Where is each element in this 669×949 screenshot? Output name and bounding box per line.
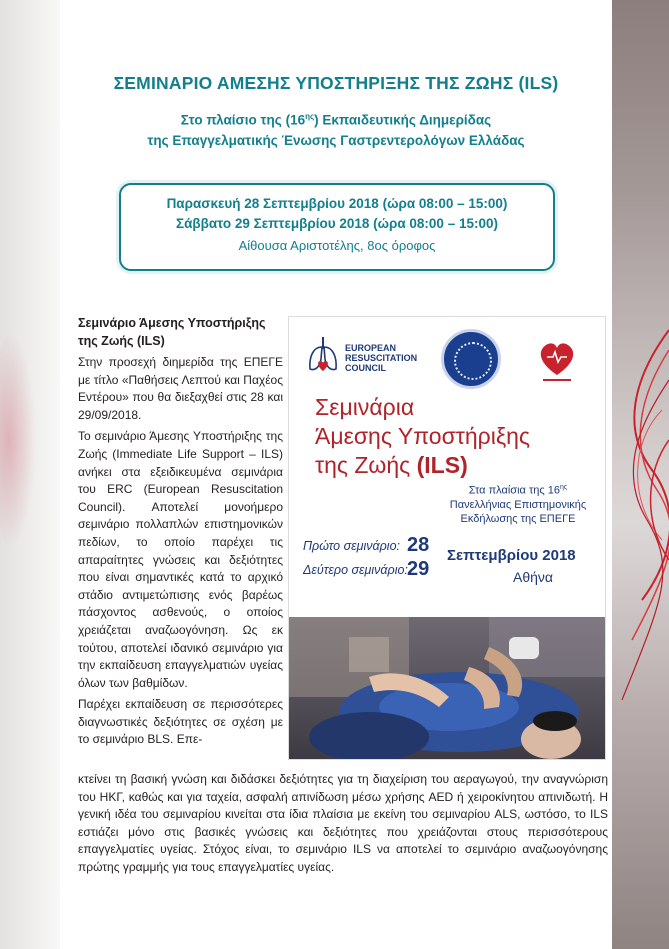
seminar-city: Αθήνα bbox=[513, 569, 554, 585]
schedule-day-2: Σάββατο 29 Σεπτεμβρίου 2018 (ώρα 08:00 – 15:00) bbox=[176, 216, 498, 231]
first-seminar-label: Πρώτο σεμινάριο: bbox=[303, 539, 400, 553]
second-seminar-day: 29 bbox=[407, 558, 430, 580]
schedule-box bbox=[119, 183, 555, 271]
seminar-poster bbox=[288, 316, 606, 760]
red-ribbon-decoration bbox=[612, 0, 669, 949]
seal-inner-ring bbox=[454, 342, 492, 380]
first-seminar-day: 28 bbox=[407, 534, 430, 556]
schedule-day-1: Παρασκευή 28 Σεπτεμβρίου 2018 (ώρα 08:00 – 15:00) bbox=[166, 196, 508, 211]
right-decorative-panel bbox=[612, 0, 669, 949]
seminar-month: Σεπτεμβρίου 2018 bbox=[447, 547, 576, 564]
poster-title: Σεμινάρια Άμεσης Υποστήριξης της Ζωής (ILS) bbox=[315, 394, 531, 478]
erc-wordmark: EUROPEAN RESUSCITATION COUNCIL bbox=[345, 343, 418, 373]
poster-subtitle: Στα πλαίσια της $16^{\eta\varsigma}$ Πανελλήνιας Επιστημονικής Εκδήλωσης της ΕΠΕΓΕ bbox=[449, 484, 587, 525]
left-decorative-edge bbox=[0, 0, 60, 949]
lungs-heart-icon bbox=[307, 333, 339, 377]
article-paragraph-2: Το σεμινάριο Άμεσης Υποστήριξης της Ζωής (Immediate Life Support – ILS) ανήκει στα εξειδικευμένα σεμινάρια του ERC (European Resuscitation Council). Αποτελεί μονοήμερο σεμινάριο πολλαπλών επιστημονικών πεδίων, το οποίο παρέχει τις απαραίτητες γνώσεις και δεξιότητες που είναι σημαντικές κατά το αρχικό στάδιο αντιμετώπισης ενός βαρέως πάσχοντος ασθενούς, ο οποίος χρειάζεται αναζωογόνηση. Ως εκ τούτου, αποτελεί ιδανικό σεμινάριο για την εκπαίδευση επαγγελματιών υγείας όλων των βαθμίδων. bbox=[78, 429, 283, 690]
article-paragraph-3-continued: κτείνει τη βασική γνώση και διδάσκει δεξιότητες για τη διαχείριση του αεραγωγού, την αναγνώριση του ΗΚΓ, καθώς και για ταχεία, ασφαλή απινίδωση μέσω χρήσης AED ή χειροκίνητου απινιδωτή. Η γενική ιδέα του σεμιναρίου κινείται στα ίδια πλαίσια με εκείνη του σεμιναρίου ALS, ωστόσο, το ILS εστιάζει μόνο στις βασικές γνώσεις και δεξιότητες που χρειάζονται στους περισσότερους επαγγελματίες υγείας. Στόχος είναι, το σεμινάριο ILS να αποτελεί το σεμινάριο αναζωογόνησης πρώτης γραμμής για τους επαγγελματίες υγείας. bbox=[78, 772, 608, 874]
article-paragraph-3-start: Παρέχει εκπαίδευση σε περισσότερες διαγνωστικές δεξιότητες σε σχέση με το σεμινάριο BLS. Επε- bbox=[78, 697, 283, 747]
decorative-blur bbox=[0, 330, 36, 550]
schedule-venue: Αίθουσα Αριστοτέλης, 8ος όροφος bbox=[238, 238, 436, 253]
article-heading: Σεμινάριο Άμεσης Υποστήριξης της Ζωής (ILS) bbox=[78, 316, 266, 348]
article-paragraph-1: Στην προσεχή διημερίδα της ΕΠΕΓΕ με τίτλο «Παθήσεις Λεπτού και Παχέος Εντέρου» που θα διεξαχθεί στις 28 και 29/09/2018. bbox=[78, 355, 283, 422]
article-column bbox=[78, 314, 283, 749]
page-title: ΣΕΜΙΝΑΡΙΟ ΑΜΕΣΗΣ ΥΠΟΣΤΗΡΙΞΗΣ ΤΗΣ ΖΩΗΣ (ILS) bbox=[113, 73, 559, 93]
association-seal-logo bbox=[441, 329, 501, 389]
erc-logo bbox=[301, 329, 421, 387]
subtitle-line-1: Στο πλαίσιο της $(16^{\eta\varsigma})$ Εκπαιδευτικής Διημερίδας bbox=[180, 112, 492, 128]
page-subtitle bbox=[60, 107, 612, 151]
second-seminar-label: Δεύτερο σεμινάριο: bbox=[303, 563, 408, 577]
cpr-training-photo bbox=[289, 617, 605, 759]
subtitle-line-2: της Επαγγελματικής Ένωσης Γαστρεντερολόγων Ελλάδας bbox=[147, 132, 525, 148]
heart-logo-icon bbox=[535, 335, 579, 385]
